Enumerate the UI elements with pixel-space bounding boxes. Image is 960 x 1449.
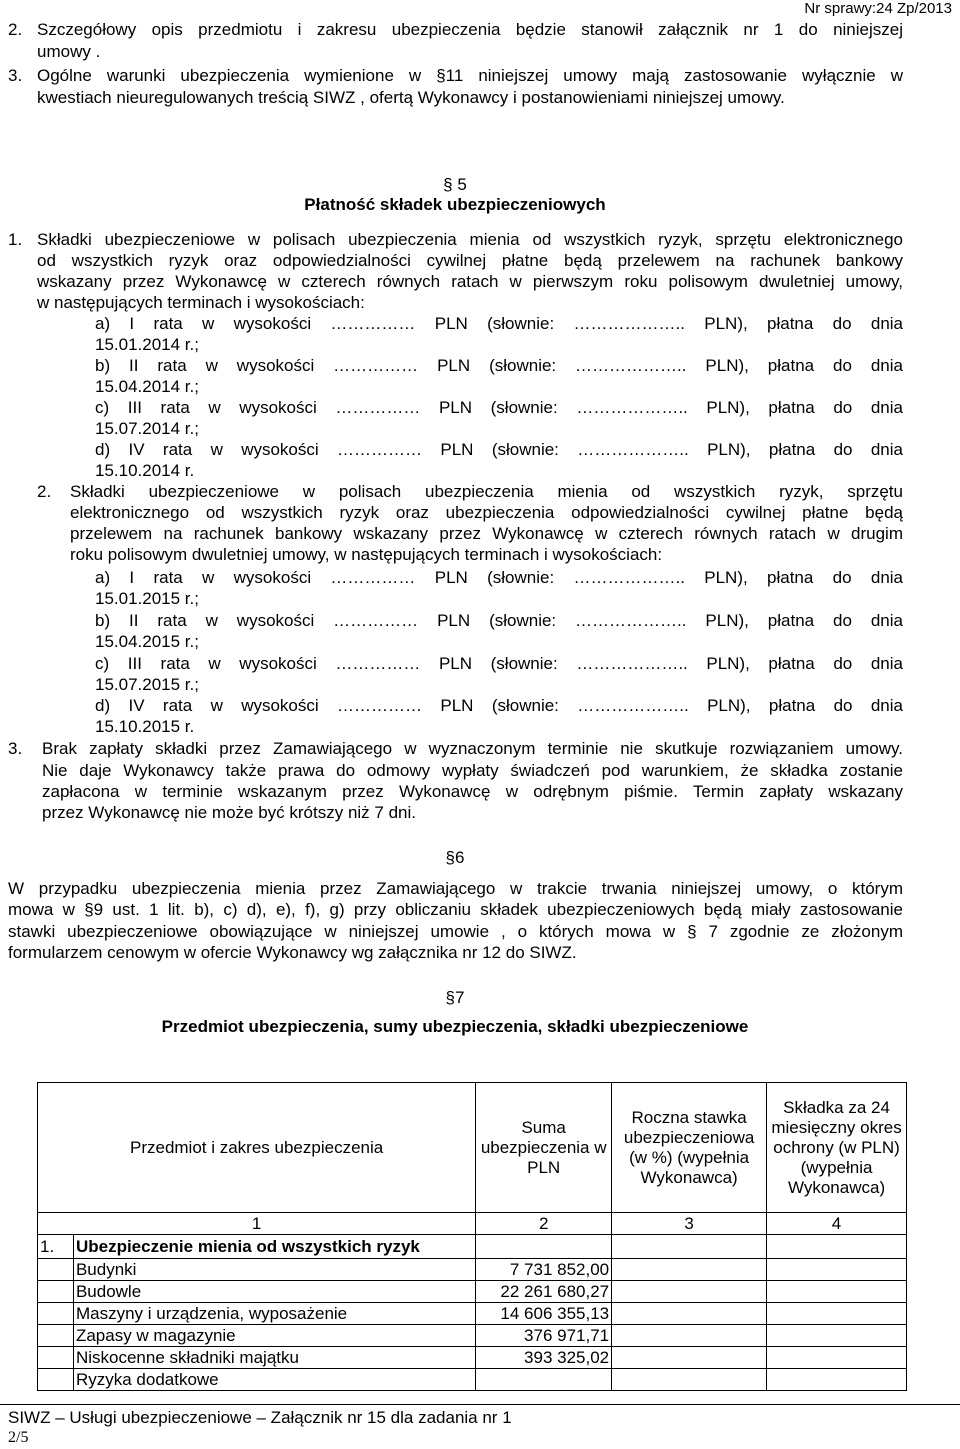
paragraph-line: Składki ubezpieczeniowe w polisach ubezpieczenia mienia od wszystkich ryzyk, sprzętu xyxy=(70,482,903,501)
table-row xyxy=(38,1347,907,1369)
installment-line: a) I rata w wysokości …………… PLN (słownie: ……………….. PLN), płatna do dnia xyxy=(95,568,903,587)
column-number: 2 xyxy=(476,1213,612,1235)
paragraph-line: elektronicznego od wszystkich ryzyk oraz ubezpieczenia odpowiedzialności cywilnej płatne będą xyxy=(70,503,903,522)
item-line: Ogólne warunki ubezpieczenia wymienione w §11 niniejszej umowy mają zastosowanie wyłącznie w xyxy=(37,66,903,85)
paragraph-line: Brak zapłaty składki przez Zamawiającego w wyznaczonym terminie nie skutkuje rozwiązaniem umowy. xyxy=(42,739,903,758)
paragraph-line: w następujących terminach i wysokościach: xyxy=(37,293,365,312)
installment-line: a) I rata w wysokości …………… PLN (słownie: ……………….. PLN), płatna do dnia xyxy=(95,314,903,333)
installment-line: d) IV rata w wysokości …………… PLN (słownie: ……………….. PLN), płatna do dnia xyxy=(95,696,903,715)
table-row xyxy=(38,1303,907,1325)
paragraph-line: roku polisowym dwuletniej umowy, w następujących terminach i wysokościach: xyxy=(70,545,663,564)
header-premium: Składka za 24 miesięczny okres ochrony (w PLN) (wypełnia Wykonawca) xyxy=(767,1083,907,1213)
installment-date: 15.04.2014 r.; xyxy=(95,377,199,396)
page-number: 2/5 xyxy=(8,1429,29,1446)
row-name: Budynki xyxy=(73,1259,475,1281)
section-7-title: Przedmiot ubezpieczenia, sumy ubezpieczenia, składki ubezpieczeniowe xyxy=(161,1017,749,1036)
table-row xyxy=(38,1259,907,1281)
paragraph-number: 3. xyxy=(8,739,23,758)
row-sum: 393 325,02 xyxy=(476,1347,612,1369)
installment-date: 15.10.2015 r. xyxy=(95,717,195,736)
row-name: Niskocenne składniki majątku xyxy=(73,1347,475,1369)
row-sum: 376 971,71 xyxy=(476,1325,612,1347)
header-subject: Przedmiot i zakres ubezpieczenia xyxy=(38,1083,476,1213)
section-6-number: §6 xyxy=(445,848,465,867)
item-line: kwestiach nieuregulowanych treścią SIWZ , ofertą Wykonawcy i postanowieniami niniejszej umowy. xyxy=(37,88,785,107)
coverage-table xyxy=(37,1082,907,1391)
installment-line: c) III rata w wysokości …………… PLN (słownie: ……………….. PLN), płatna do dnia xyxy=(95,398,903,417)
item-line: Szczegółowy opis przedmiotu i zakresu ubezpieczenia będzie stanowił załącznik nr 1 do niniejszej xyxy=(37,20,903,39)
item-line: umowy . xyxy=(37,42,101,61)
paragraph-line: od wszystkich ryzyk oraz odpowiedzialności cywilnej płatne będą przelewem na rachunek bankowy xyxy=(37,251,903,270)
paragraph-line: Nie daje Wykonawcy także prawa do odmowy wypłaty świadczeń pod warunkiem, że składka zostanie xyxy=(42,761,903,780)
row-sum: 7 731 852,00 xyxy=(476,1259,612,1281)
installment-date: 15.07.2014 r.; xyxy=(95,419,199,438)
group-title: Ubezpieczenie mienia od wszystkich ryzyk xyxy=(73,1235,475,1259)
row-name: Ryzyka dodatkowe xyxy=(73,1369,475,1391)
footer-text: SIWZ – Usługi ubezpieczeniowe – Załącznik nr 15 dla zadania nr 1 xyxy=(8,1408,512,1427)
row-sum xyxy=(476,1369,612,1391)
table-row xyxy=(38,1369,907,1391)
paragraph-line: stawki ubezpieczeniowe obowiązujące w niniejszej umowie , o których mowa w § 7 zgodnie ze złożonym xyxy=(8,922,903,941)
section-5-title: Płatność składek ubezpieczeniowych xyxy=(304,195,606,214)
section-5-number: § 5 xyxy=(443,175,467,194)
paragraph-number: 2. xyxy=(37,482,52,501)
header-sum: Suma ubezpieczenia w PLN xyxy=(476,1083,612,1213)
item-number: 3. xyxy=(8,66,23,85)
row-sum: 22 261 680,27 xyxy=(476,1281,612,1303)
row-name: Maszyny i urządzenia, wyposażenie xyxy=(73,1303,475,1325)
installment-date: 15.07.2015 r.; xyxy=(95,675,199,694)
installment-line: b) II rata w wysokości …………… PLN (słownie: ……………….. PLN), płatna do dnia xyxy=(95,356,903,375)
paragraph-line: wskazany przez Wykonawcę w czterech równych ratach w pierwszym roku polisowym dwuletniej umowy, xyxy=(37,272,903,291)
row-name: Budowle xyxy=(73,1281,475,1303)
paragraph-line: mowa w §9 ust. 1 lit. b), c) d), e), f), g) przy obliczaniu składek ubezpieczeniowych będą miały zastosowanie xyxy=(8,900,903,919)
paragraph-line: formularzem cenowym w ofercie Wykonawcy wg załącznika nr 12 do SIWZ. xyxy=(8,943,577,962)
paragraph-line: przelewem na rachunek bankowy wskazany przez Wykonawcę w czterech równych ratach w drugim xyxy=(70,524,903,543)
installment-date: 15.01.2015 r.; xyxy=(95,589,199,608)
installment-line: c) III rata w wysokości …………… PLN (słownie: ……………….. PLN), płatna do dnia xyxy=(95,654,903,673)
paragraph-line: przez Wykonawcę nie może być krótszy niż 7 dni. xyxy=(42,803,416,822)
installment-line: d) IV rata w wysokości …………… PLN (słownie: ……………….. PLN), płatna do dnia xyxy=(95,440,903,459)
group-number: 1. xyxy=(38,1235,74,1259)
section-7-number: §7 xyxy=(445,988,465,1007)
paragraph-number: 1. xyxy=(8,230,23,249)
paragraph-line: W przypadku ubezpieczenia mienia przez Zamawiającego w trakcie trwania niniejszej umowy, o którym xyxy=(8,879,903,898)
paragraph-line: Składki ubezpieczeniowe w polisach ubezpieczenia mienia od wszystkich ryzyk, sprzętu elektronicznego xyxy=(37,230,903,249)
case-reference: Nr sprawy:24 Zp/2013 xyxy=(804,0,952,17)
table-row xyxy=(38,1281,907,1303)
row-sum: 14 606 355,13 xyxy=(476,1303,612,1325)
installment-line: b) II rata w wysokości …………… PLN (słownie: ……………….. PLN), płatna do dnia xyxy=(95,611,903,630)
column-number: 1 xyxy=(38,1213,476,1235)
installment-date: 15.04.2015 r.; xyxy=(95,632,199,651)
installment-date: 15.10.2014 r. xyxy=(95,461,195,480)
column-number: 4 xyxy=(767,1213,907,1235)
table-row xyxy=(38,1325,907,1347)
item-number: 2. xyxy=(8,20,23,39)
row-name: Zapasy w magazynie xyxy=(73,1325,475,1347)
paragraph-line: zapłacona w terminie wskazanym przez Wykonawcę w odrębnym piśmie. Termin zapłaty wskazany xyxy=(42,782,903,801)
footer-divider xyxy=(0,1404,960,1405)
column-number: 3 xyxy=(612,1213,767,1235)
installment-date: 15.01.2014 r.; xyxy=(95,335,199,354)
header-rate: Roczna stawka ubezpieczeniowa (w %) (wypełnia Wykonawca) xyxy=(612,1083,767,1213)
